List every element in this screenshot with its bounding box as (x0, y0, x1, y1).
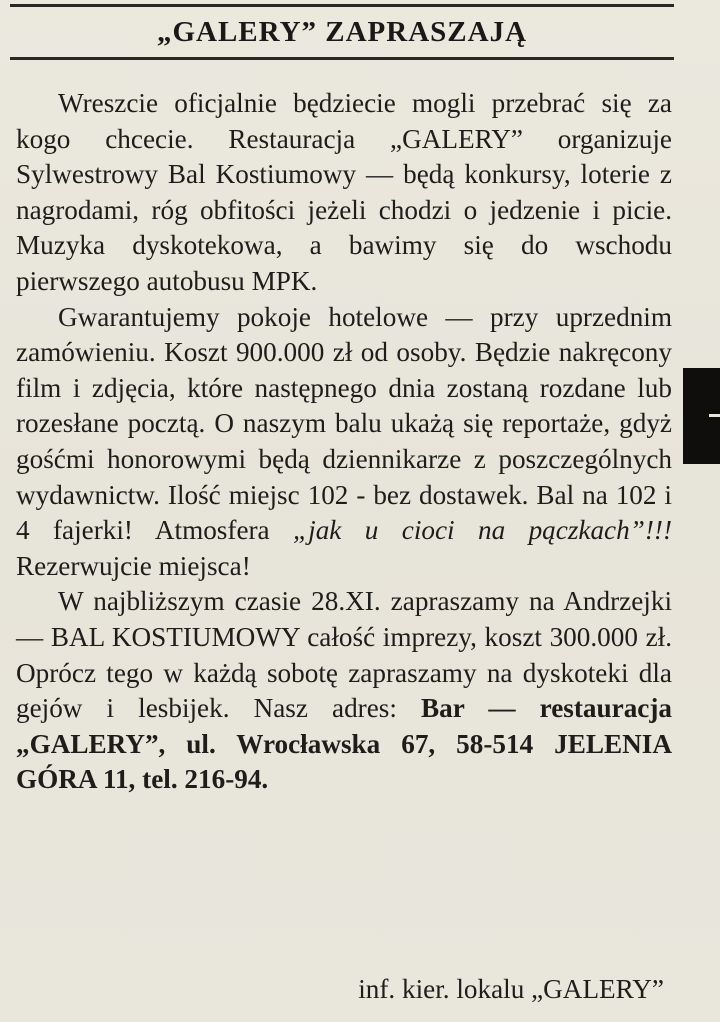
paragraph-2-text: Gwarantujemy pokoje hotelowe — przy uprzednim zamówieniu. Koszt 900.000 zł od osoby. Będzie nakręcony film i zdjęcia, które następnego dnia zostaną rozdane lub rozesłane pocztą. O naszym balu ukażą się reportaże, gdyż gośćmi honorowymi będą dziennikarze z poszczególnych wydawnictw. Ilość miejsc 102 - bez dostawek. Bal na 102 i 4 fajerki! Atmosfera (16, 301, 672, 546)
side-tab-marker (683, 368, 720, 464)
paragraph-2-text-end: Rezerwujcie miejsca! (16, 550, 251, 581)
paragraph-1-text: Wreszcie oficjalnie będziecie mogli przebrać się za kogo chcecie. Restauracja „GALERY” organizuje Sylwestrowy Bal Kostiumowy — będą konkursy, loterie z nagrodami, róg obfitości jeżeli chodzi o jedzenie i picie. Muzyka dyskotekowa, a bawimy się do wschodu pierwszego autobusu MPK. (16, 88, 672, 296)
headline-rule (10, 57, 674, 60)
article-body (16, 86, 672, 798)
article-headline: „GALERY” ZAPRASZAJĄ (156, 16, 528, 48)
side-tab-dash (709, 414, 720, 417)
paragraph-2-italic-quote: „jak u cioci na pączkach”!!! (293, 515, 673, 546)
signature: inf. kier. lokalu „GALERY” (358, 974, 664, 1004)
paragraph-1 (16, 86, 672, 300)
paragraph-2 (16, 300, 672, 585)
paragraph-3 (16, 584, 672, 798)
address-bold: Bar — restauracja „GALERY”, ul. Wrocławska 67, 58-514 JELENIA GÓRA 11, tel. 216-94. (16, 693, 673, 795)
paragraph-3-text: W najbliższym czasie 28.XI. zapraszamy na Andrzejki — BAL KOSTIUMOWY całość imprezy, koszt 300.000 zł. Oprócz tego w każdą sobotę zapraszamy na dyskoteki dla gejów i lesbijek. Nasz adres: (16, 586, 672, 724)
top-rule (10, 4, 674, 7)
